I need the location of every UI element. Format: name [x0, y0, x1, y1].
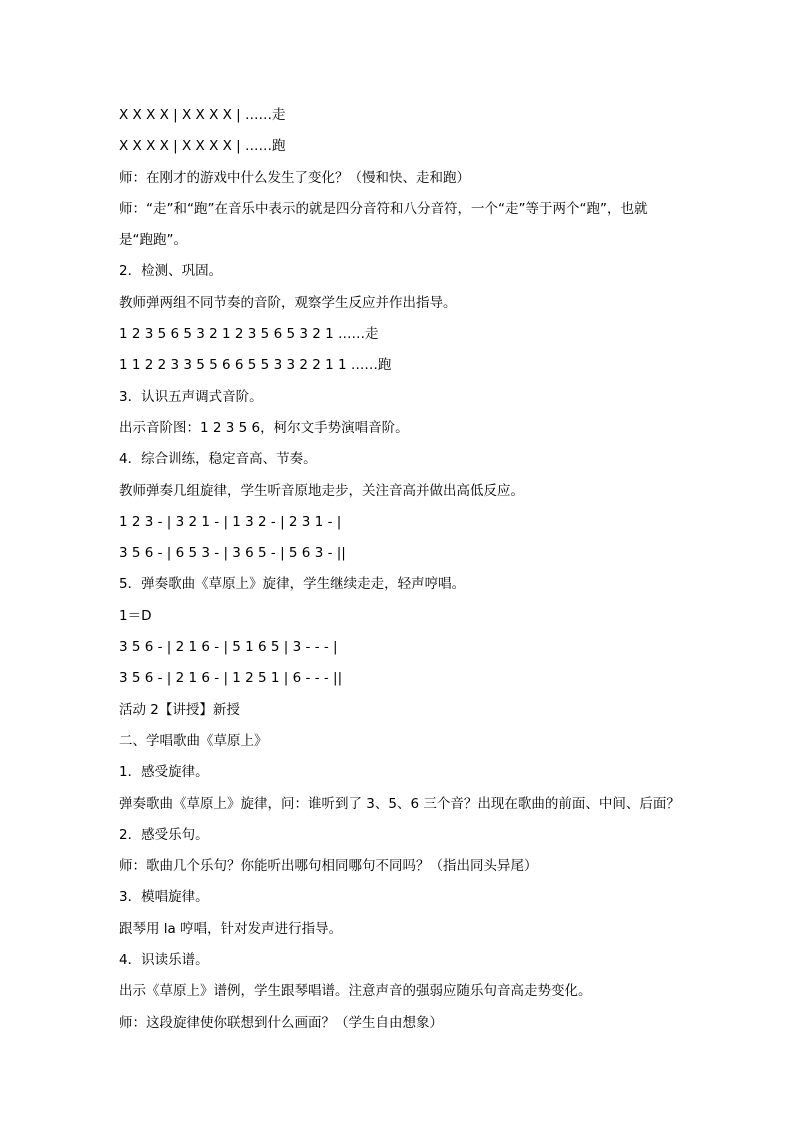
song-melody-line-1: 3 5 6 - | 2 1 6 - | 5 1 6 5 | 3 - - - | — [119, 639, 338, 656]
teacher-final-question: 师：这段旋律使你联想到什么画面？（学生自由想象） — [119, 1014, 443, 1031]
key-signature: 1＝D — [119, 607, 152, 624]
sub-heading-2: 2．感受乐句。 — [119, 826, 209, 843]
step-description-4: 教师弹奏几组旋律，学生听音原地走步，关注音高并做出高低反应。 — [119, 482, 524, 499]
step-description-2: 教师弹两组不同节奏的音阶，观察学生反应并作出指导。 — [119, 294, 457, 311]
step-description-3: 出示音阶图：1 2 3 5 6，柯尔文手势演唱音阶。 — [119, 419, 409, 436]
sub-description-2: 师：歌曲几个乐句？你能听出哪句相同哪句不同吗？（指出同头异尾） — [119, 858, 538, 875]
step-heading-4: 4．综合训练，稳定音高、节奏。 — [119, 451, 317, 468]
rhythm-line-run: X X X X | X X X X | ……跑 — [119, 138, 286, 155]
step-heading-5: 5．弹奏歌曲《草原上》旋律，学生继续走走，轻声哼唱。 — [119, 576, 466, 593]
scale-line-run: 1 1 2 2 3 3 5 5 6 6 5 5 3 3 2 2 1 1 ……跑 — [119, 357, 392, 374]
sub-description-1: 弹奏歌曲《草原上》旋律，问：谁听到了 3、5、6 三个音？出现在歌曲的前面、中间、后面？ — [119, 795, 680, 812]
sub-description-3: 跟琴用 la 哼唱，针对发声进行指导。 — [119, 920, 343, 937]
song-melody-line-2: 3 5 6 - | 2 1 6 - | 1 2 5 1 | 6 - - - || — [119, 670, 343, 687]
step-heading-2: 2．检测、巩固。 — [119, 263, 223, 280]
sub-description-4: 出示《草原上》谱例，学生跟琴唱谱。注意声音的强弱应随乐句音高走势变化。 — [119, 983, 592, 1000]
rhythm-line-walk: X X X X | X X X X | ……走 — [119, 107, 286, 123]
teacher-question: 师：在刚才的游戏中什么发生了变化？（慢和快、走和跑） — [119, 169, 470, 186]
section-heading: 二、学唱歌曲《草原上》 — [119, 732, 268, 749]
scale-line-walk: 1 2 3 5 6 5 3 2 1 2 3 5 6 5 3 2 1 ……走 — [119, 326, 379, 343]
activity-heading: 活动 2【讲授】新授 — [119, 701, 240, 718]
sub-heading-1: 1．感受旋律。 — [119, 764, 209, 781]
melody-line-2: 3 5 6 - | 6 5 3 - | 3 6 5 - | 5 6 3 - || — [119, 545, 346, 562]
sub-heading-3: 3．模唱旋律。 — [119, 889, 209, 906]
sub-heading-4: 4．识读乐谱。 — [119, 952, 209, 969]
step-heading-3: 3．认识五声调式音阶。 — [119, 388, 263, 405]
document-body — [119, 100, 679, 1039]
teacher-explanation: 师：“走”和“跑”在音乐中表示的就是四分音符和八分音符，一个“走”等于两个“跑”，也就是“跑跑”。 — [119, 200, 648, 249]
melody-line-1: 1 2 3 - | 3 2 1 - | 1 3 2 - | 2 3 1 - | — [119, 513, 342, 530]
